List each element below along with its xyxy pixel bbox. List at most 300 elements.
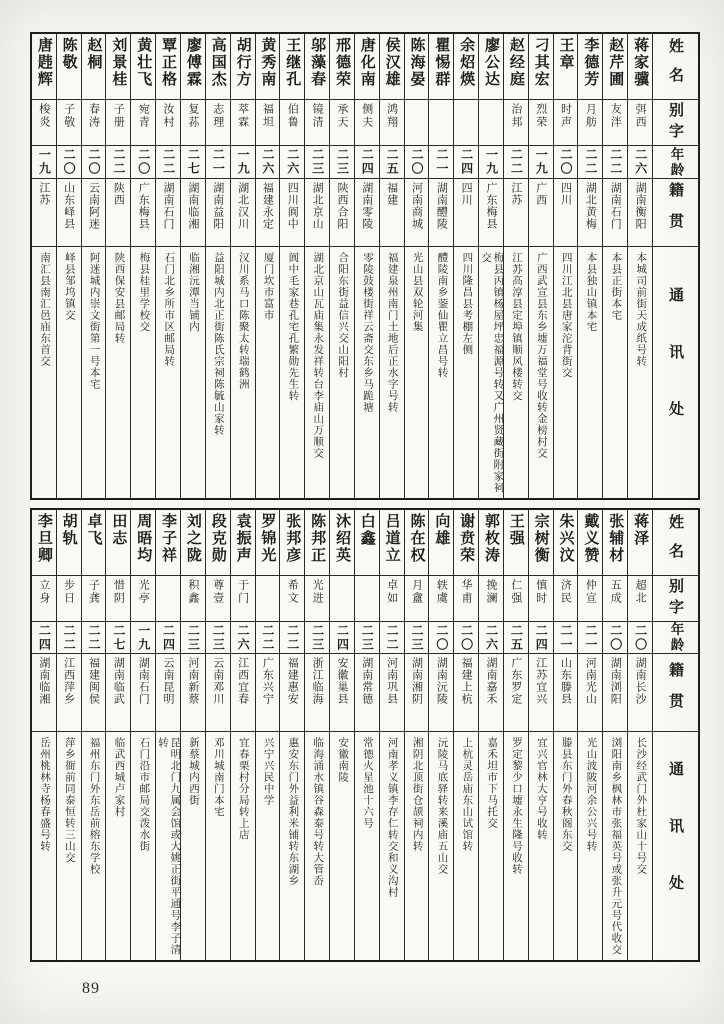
person-native-place-cell [231, 654, 255, 732]
person-courtesy-name-cell [529, 576, 553, 622]
person-courtesy-name: 春涛 [87, 103, 100, 129]
person-native-place: 浙江临海 [311, 657, 324, 705]
person-courtesy-name-cell [504, 100, 528, 146]
person-address: 益阳城内北正街陈氏宗祠陈毓山家转 [212, 252, 224, 436]
person-native-place: 湖南临湘 [37, 657, 50, 705]
person-native-place-cell [529, 654, 553, 732]
person-name-cell [256, 34, 280, 100]
person-native-place-cell [578, 654, 602, 732]
person-address-cell [231, 247, 255, 498]
person-courtesy-name: 镜清 [311, 103, 324, 129]
person-native-place: 广东梅县 [485, 182, 498, 230]
person-courtesy-name: 尊壹 [211, 579, 224, 605]
person-age: 二六 [260, 148, 275, 176]
person-courtesy-name: 梭炎 [37, 103, 50, 129]
person-age-cell [405, 146, 429, 179]
person-age: 二三 [310, 623, 325, 652]
person-address: 临湘沅潭当铺内 [188, 252, 200, 333]
person-age-cell [181, 622, 205, 654]
person-name-cell [405, 510, 429, 576]
person-courtesy-name-cell [330, 576, 354, 622]
person-courtesy-name: 鸿翔 [385, 103, 398, 129]
person-courtesy-name-cell [206, 576, 230, 622]
person-age: 二一 [559, 623, 574, 652]
person-address-cell [330, 732, 354, 960]
person-column [56, 510, 81, 960]
person-name: 宗树衡 [532, 513, 549, 564]
person-name-cell [429, 510, 453, 576]
person-name-cell [280, 510, 304, 576]
person-address-cell [131, 732, 155, 960]
person-native-place: 湖南醴陵 [435, 182, 448, 230]
person-native-place: 福建惠安 [286, 657, 299, 705]
person-name-cell [82, 510, 106, 576]
person-name: 朱兴汶 [557, 513, 574, 564]
person-native-place-cell [429, 654, 453, 732]
person-column [105, 510, 130, 960]
person-courtesy-name: 华甫 [460, 579, 473, 605]
person-address: 嘉禾坦市下马托交 [486, 737, 498, 829]
person-age-cell [156, 622, 180, 654]
person-native-place: 湖南临湘 [186, 182, 199, 230]
person-column [354, 510, 379, 960]
person-native-place: 广西 [534, 182, 547, 206]
person-age: 二四 [534, 623, 549, 652]
person-native-place: 云南邓川 [211, 657, 224, 705]
person-address-cell [82, 247, 106, 498]
person-column [329, 34, 354, 498]
person-courtesy-name-cell [131, 100, 155, 146]
person-courtesy-name: 烈荣 [534, 103, 547, 129]
person-name: 侯汉雄 [383, 37, 400, 88]
person-age-cell [206, 146, 230, 179]
page-number: 89 [82, 980, 100, 997]
person-age: 二一 [583, 623, 598, 652]
person-native-place: 福建永定 [261, 182, 274, 230]
person-column [379, 34, 404, 498]
person-native-place: 江苏 [509, 182, 522, 206]
person-address: 本县正街本宅 [610, 252, 622, 321]
person-courtesy-name: 福坦 [261, 103, 274, 129]
person-age-cell [479, 622, 503, 654]
person-address: 本城司前街天成纸号转 [635, 252, 647, 367]
person-column [503, 34, 528, 498]
person-age-cell [628, 622, 652, 654]
person-courtesy-name-cell [429, 100, 453, 146]
person-age: 二四 [459, 148, 474, 176]
person-native-place: 湖南零陵 [360, 182, 373, 230]
person-native-place: 湖南浏阳 [609, 657, 622, 705]
person-native-place: 河南商城 [410, 182, 423, 230]
person-age-cell [106, 622, 130, 654]
person-address-cell [355, 732, 379, 960]
person-name-cell [280, 34, 304, 100]
person-name: 陈海晏 [408, 37, 425, 88]
person-native-place: 四川 [559, 182, 572, 206]
person-name-cell [57, 510, 81, 576]
person-age-cell [82, 622, 106, 654]
person-column [478, 34, 503, 498]
person-courtesy-name: 月盦 [410, 579, 423, 605]
person-courtesy-name: 宛青 [137, 103, 150, 129]
person-address-cell [504, 732, 528, 960]
person-address-cell [305, 247, 329, 498]
person-age: 二四 [161, 623, 176, 652]
person-native-place-cell [504, 179, 528, 247]
person-courtesy-name-cell [405, 576, 429, 622]
person-column [32, 34, 56, 498]
person-courtesy-name-cell [405, 100, 429, 146]
person-native-place: 湖南常德 [360, 657, 373, 705]
person-name-cell [603, 34, 627, 100]
person-column [528, 510, 553, 960]
person-name-cell [206, 34, 230, 100]
person-name: 王继孔 [284, 37, 301, 88]
person-native-place: 湖南衡阳 [634, 182, 647, 230]
person-courtesy-name: 慎时 [534, 579, 547, 605]
header-native-place-label: 籍贯 [667, 181, 683, 244]
person-native-place-cell [57, 179, 81, 247]
header-age-label: 年龄 [668, 146, 684, 178]
person-age: 一九 [236, 148, 251, 176]
person-address: 宜兴官林大亨号收转 [535, 737, 547, 841]
person-native-place-cell [479, 654, 503, 732]
person-courtesy-name-cell [603, 100, 627, 146]
person-courtesy-name: 济民 [559, 579, 572, 605]
person-age: 二二 [111, 148, 126, 176]
person-name: 黄壮飞 [135, 37, 152, 88]
person-courtesy-name: 超北 [634, 579, 647, 605]
person-name: 胡行方 [234, 37, 251, 88]
person-name-cell [106, 510, 130, 576]
person-name: 田志 [110, 513, 127, 547]
person-native-place: 江西宜春 [236, 657, 249, 705]
person-age-cell [305, 622, 329, 654]
person-name: 邢德荣 [333, 37, 350, 88]
person-name-cell [330, 510, 354, 576]
person-column [255, 510, 280, 960]
person-name-cell [206, 510, 230, 576]
header-address-label: 通讯处 [667, 760, 683, 932]
person-address: 福州东门外东岳前榕东学校 [88, 737, 100, 875]
person-age: 二〇 [62, 148, 77, 176]
person-courtesy-name: 轶虞 [435, 579, 448, 605]
person-column [602, 510, 627, 960]
person-address-cell [529, 732, 553, 960]
person-native-place-cell [405, 179, 429, 247]
person-age-cell [355, 146, 379, 179]
person-name-cell [106, 34, 130, 100]
person-address-cell [429, 247, 453, 498]
person-age-cell [603, 146, 627, 179]
person-address-cell [603, 732, 627, 960]
person-address: 零陵鼓楼街祥云斋交东乡马跪塘 [361, 252, 373, 413]
person-courtesy-name: 月舫 [584, 103, 597, 129]
person-courtesy-name-cell [82, 576, 106, 622]
person-address-cell [380, 732, 404, 960]
person-courtesy-name-cell [628, 100, 652, 146]
person-courtesy-name-cell [280, 576, 304, 622]
person-native-place: 陕西 [112, 182, 125, 206]
person-age-cell [504, 622, 528, 654]
person-native-place: 河南光山 [584, 657, 597, 705]
person-name-cell [355, 510, 379, 576]
person-native-place-cell [106, 654, 130, 732]
person-courtesy-name: 挽澜 [485, 579, 498, 605]
person-courtesy-name-cell [256, 100, 280, 146]
person-address: 光山波陂河余公兴号转 [585, 737, 597, 852]
person-name-cell [504, 510, 528, 576]
person-age-cell [131, 146, 155, 179]
person-column [627, 510, 652, 960]
person-name: 李子祥 [160, 513, 177, 564]
person-native-place-cell [628, 654, 652, 732]
person-native-place-cell [578, 179, 602, 247]
person-courtesy-name-cell [106, 100, 130, 146]
person-courtesy-name-cell [578, 576, 602, 622]
person-age: 二二 [62, 623, 77, 652]
person-address: 惠安东门外益利米铺转东湖乡 [287, 737, 299, 887]
person-native-place: 河南新蔡 [186, 657, 199, 705]
person-name: 胡轨 [60, 513, 77, 547]
person-name: 王章 [557, 37, 574, 71]
person-native-place: 湖南湘阴 [410, 657, 423, 705]
person-native-place-cell [206, 179, 230, 247]
person-name-cell [479, 510, 503, 576]
person-native-place-cell [603, 179, 627, 247]
person-age-cell [479, 146, 503, 179]
person-age: 二六 [633, 148, 648, 176]
person-address-cell [578, 732, 602, 960]
person-name: 袁振声 [234, 513, 251, 564]
person-native-place-cell [529, 179, 553, 247]
person-age-cell [206, 622, 230, 654]
person-address-cell [57, 247, 81, 498]
person-age-cell [504, 146, 528, 179]
person-name: 陈敬 [60, 37, 77, 71]
person-courtesy-name: 复荪 [186, 103, 199, 129]
person-age: 二〇 [136, 148, 151, 176]
person-name-cell [504, 34, 528, 100]
person-age: 一九 [37, 148, 52, 176]
person-name-cell [181, 510, 205, 576]
person-address-cell [628, 732, 652, 960]
person-address: 醴陵南乡蓥仙瞿立昌号转 [436, 252, 448, 379]
person-column [428, 510, 453, 960]
person-native-place-cell [206, 654, 230, 732]
person-age-cell [280, 146, 304, 179]
person-courtesy-name-cell [504, 576, 528, 622]
person-native-place-cell [280, 179, 304, 247]
person-age-cell [280, 622, 304, 654]
person-address: 广西武宣县东乡墟万福堂号收转金榜村交 [535, 252, 547, 459]
person-courtesy-name: 汝村 [162, 103, 175, 129]
person-age: 一九 [534, 148, 549, 176]
person-courtesy-name: 子敬 [62, 103, 75, 129]
person-native-place: 湖南长沙 [634, 657, 647, 705]
registry-table-top [30, 32, 700, 500]
person-age: 二三 [409, 623, 424, 652]
person-courtesy-name: 光进 [311, 579, 324, 605]
person-address: 滕县东门外春秋阁东交 [560, 737, 572, 852]
person-address-cell [131, 247, 155, 498]
person-native-place-cell [380, 179, 404, 247]
person-age-cell [32, 146, 56, 179]
person-column [329, 510, 354, 960]
person-age-cell [57, 622, 81, 654]
person-age: 二四 [360, 148, 375, 176]
header-age [653, 622, 698, 654]
person-column [528, 34, 553, 498]
person-name: 邬藻春 [309, 37, 326, 88]
person-name: 吕道立 [383, 513, 400, 564]
person-address-cell [405, 732, 429, 960]
person-column [428, 34, 453, 498]
person-courtesy-name: 五成 [609, 579, 622, 605]
person-age: 二三 [186, 623, 201, 652]
person-native-place-cell [405, 654, 429, 732]
person-name-cell [529, 510, 553, 576]
person-native-place: 湖南石门 [137, 657, 150, 705]
person-age-cell [355, 622, 379, 654]
person-native-place-cell [231, 179, 255, 247]
person-courtesy-name: 子龚 [87, 579, 100, 605]
person-native-place: 四川阆中 [286, 182, 299, 230]
person-address: 峄县邹坞镇交 [63, 252, 75, 321]
person-native-place: 福建闽侯 [87, 657, 100, 705]
person-age: 二三 [335, 148, 350, 176]
person-address: 合阳东街益信兴交山阳村 [337, 252, 349, 379]
person-name-cell [57, 34, 81, 100]
person-courtesy-name: 立身 [37, 579, 50, 605]
person-age-cell [380, 146, 404, 179]
person-address: 临武西城卢家村 [113, 737, 125, 818]
person-age-cell [454, 146, 478, 179]
person-address-cell [330, 247, 354, 498]
person-column [81, 34, 106, 498]
person-age: 二三 [211, 623, 226, 652]
person-column [32, 510, 56, 960]
person-native-place-cell [32, 179, 56, 247]
header-courtesy-name [653, 100, 698, 146]
person-courtesy-name-cell [82, 100, 106, 146]
person-address-cell [628, 247, 652, 498]
person-address-cell [554, 732, 578, 960]
person-native-place-cell [429, 179, 453, 247]
header-name [653, 510, 698, 576]
person-address-cell [429, 732, 453, 960]
person-name-cell [355, 34, 379, 100]
header-native-place [653, 654, 698, 732]
person-address: 汉川系马口陈聚太转瑞鹤洲 [237, 252, 249, 390]
person-name: 刁其宏 [532, 37, 549, 88]
person-courtesy-name: 仁强 [509, 579, 522, 605]
person-name: 张辅材 [607, 513, 624, 564]
person-name-cell [231, 34, 255, 100]
person-native-place-cell [82, 179, 106, 247]
person-name-cell [181, 34, 205, 100]
header-courtesy-name-label: 别字 [667, 101, 683, 144]
person-column [255, 34, 280, 498]
person-name-cell [32, 510, 56, 576]
person-column [130, 510, 155, 960]
person-age: 一九 [484, 148, 499, 176]
person-courtesy-name-cell [131, 576, 155, 622]
person-address-cell [504, 247, 528, 498]
person-age-cell [603, 622, 627, 654]
person-address: 宜春栗村分局转上店 [237, 737, 249, 841]
person-name: 李旦卿 [35, 513, 52, 564]
person-column [627, 34, 652, 498]
person-name: 陈邦正 [309, 513, 326, 564]
person-name-cell [454, 34, 478, 100]
person-age-cell [156, 146, 180, 179]
person-courtesy-name: 子册 [112, 103, 125, 129]
person-column [56, 34, 81, 498]
person-column [553, 510, 578, 960]
person-column [304, 34, 329, 498]
person-native-place: 广东兴宁 [261, 657, 274, 705]
person-courtesy-name-cell [57, 100, 81, 146]
person-age: 一九 [136, 623, 151, 652]
person-name: 覃正格 [160, 37, 177, 88]
person-name-cell [330, 34, 354, 100]
person-courtesy-name: 光亭 [137, 579, 150, 605]
person-name: 赵经庭 [507, 37, 524, 88]
person-native-place: 福建上杭 [460, 657, 473, 705]
person-courtesy-name-cell [206, 100, 230, 146]
person-courtesy-name-cell [32, 576, 56, 622]
person-native-place-cell [603, 654, 627, 732]
person-native-place-cell [355, 654, 379, 732]
person-courtesy-name-cell [106, 576, 130, 622]
person-name-cell [628, 510, 652, 576]
person-column [503, 510, 528, 960]
person-name: 白鑫 [358, 513, 375, 547]
person-age: 二〇 [559, 148, 574, 176]
person-name: 谢贲荣 [458, 513, 475, 564]
person-courtesy-name: 卓如 [385, 579, 398, 605]
person-age: 二〇 [434, 623, 449, 652]
person-age: 二三 [360, 623, 375, 652]
person-courtesy-name-cell [454, 100, 478, 146]
person-courtesy-name-cell [156, 576, 180, 622]
person-age: 二二 [509, 148, 524, 176]
person-courtesy-name-cell [380, 576, 404, 622]
person-address-cell [578, 247, 602, 498]
person-name-cell [380, 510, 404, 576]
person-column [304, 510, 329, 960]
person-courtesy-name-cell [603, 576, 627, 622]
person-age: 二六 [285, 148, 300, 176]
person-age-cell [628, 146, 652, 179]
table-header-column [652, 510, 698, 960]
person-native-place-cell [628, 179, 652, 247]
person-address: 江苏高淳县定埠镇顺风楼转交 [511, 252, 522, 402]
person-age-cell [454, 622, 478, 654]
person-courtesy-name-cell [479, 100, 503, 146]
person-courtesy-name-cell [57, 576, 81, 622]
person-courtesy-name-cell [256, 576, 280, 622]
table-header-column [652, 34, 698, 498]
person-name-cell [578, 510, 602, 576]
person-courtesy-name: 积鑫 [186, 579, 199, 605]
person-courtesy-name-cell [305, 576, 329, 622]
person-address-cell [82, 732, 106, 960]
person-courtesy-name-cell [181, 576, 205, 622]
person-age-cell [429, 146, 453, 179]
person-address-cell [479, 247, 503, 498]
